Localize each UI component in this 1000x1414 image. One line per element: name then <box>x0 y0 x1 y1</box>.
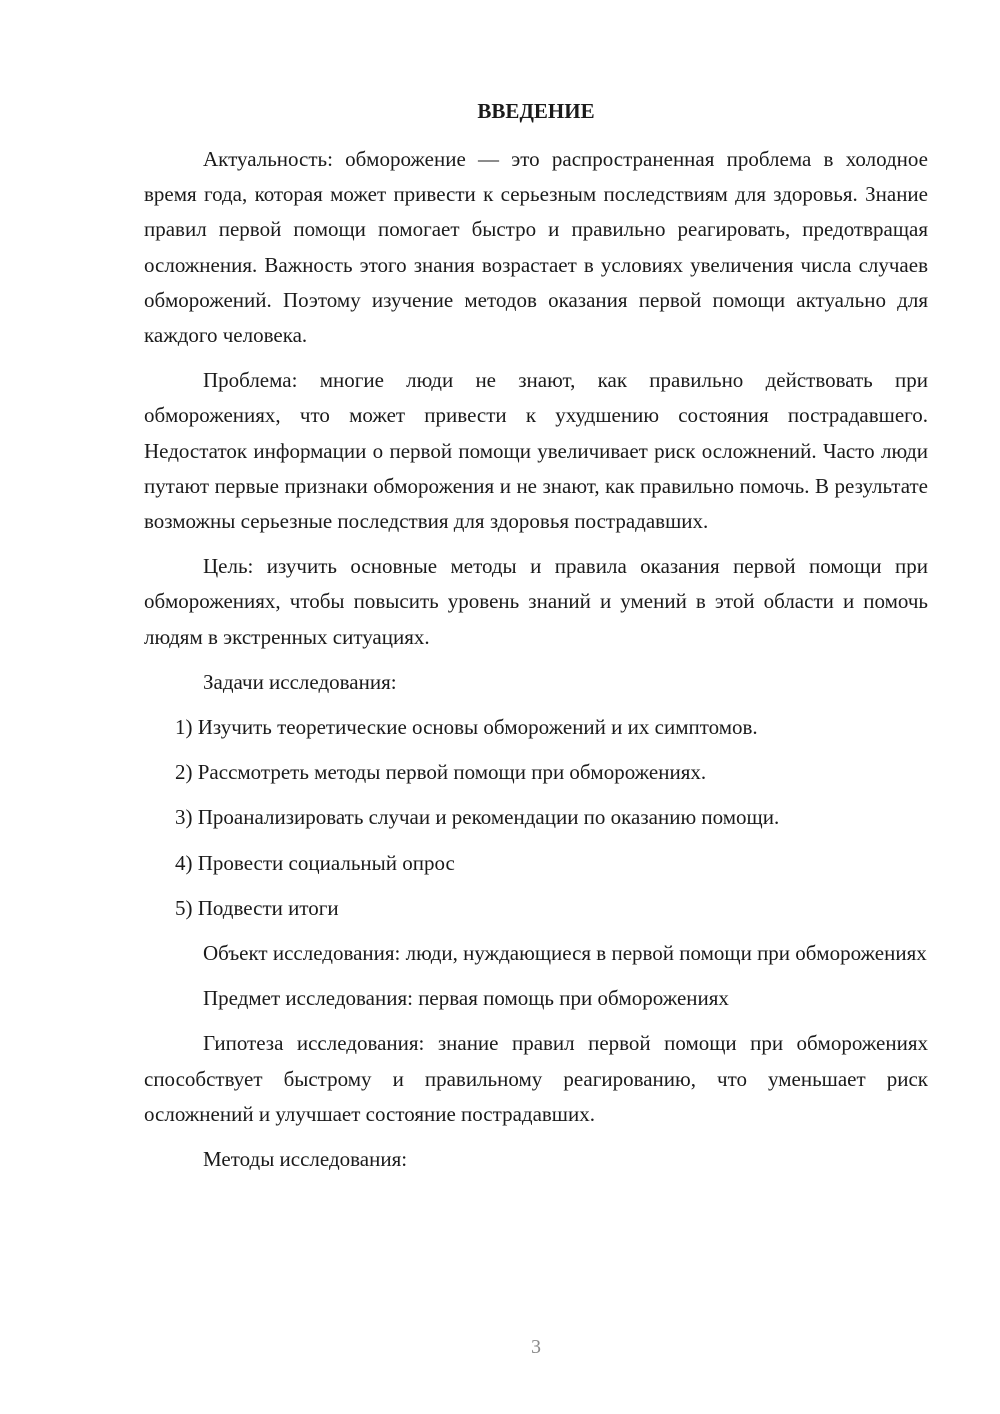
paragraph-hypothesis: Гипотеза исследования: знание правил первой помощи при обморожениях способствует быстрому и правильному реагированию, что уменьшает риск осложнений и улучшает состояние пострадавших. <box>144 1031 928 1126</box>
task-item-2: 2) Рассмотреть методы первой помощи при обморожениях. <box>175 760 707 785</box>
task-item-5: 5) Подвести итоги <box>175 895 339 920</box>
body-text <box>144 142 928 1177</box>
paragraph-object: Объект исследования: люди, нуждающиеся в первой помощи при обморожениях <box>203 941 927 966</box>
paragraph-goal: Цель: изучить основные методы и правила оказания первой помощи при обморожениях, чтобы повысить уровень знаний и умений в этой области и помочь людям в экстренных ситуациях. <box>144 554 928 649</box>
section-heading: ВВЕДЕНИЕ <box>477 99 595 123</box>
tasks-title: Задачи исследования: <box>203 669 397 694</box>
task-item-4: 4) Провести социальный опрос <box>175 850 455 875</box>
paragraph-problem: Проблема: многие люди не знают, как правильно действовать при обморожениях, что может привести к ухудшению состояния пострадавшего. Недостаток информации о первой помощи увеличивает риск осложнений. Часто люди путают первые признаки обморожения и не знают, как правильно помочь. В результате возможны серьезные последствия для здоровья пострадавших. <box>144 368 928 534</box>
page-number: 3 <box>531 1336 541 1358</box>
task-item-1: 1) Изучить теоретические основы обморожений и их симптомов. <box>175 715 758 740</box>
paragraph-relevance: Актуальность: обморожение — это распространенная проблема в холодное время года, которая может привести к серьезным последствиям для здоровья. Знание правил первой помощи помогает быстро и правильно реагировать, предотвращая осложнения. Важность этого знания возрастает в условиях увеличения числа случаев обморожений. Поэтому изучение методов оказания первой помощи актуально для каждого человека. <box>144 147 928 348</box>
paragraph-subject: Предмет исследования: первая помощь при обморожениях <box>203 986 729 1011</box>
methods-title: Методы исследования: <box>203 1147 408 1172</box>
task-item-3: 3) Проанализировать случаи и рекомендации по оказанию помощи. <box>175 805 780 830</box>
